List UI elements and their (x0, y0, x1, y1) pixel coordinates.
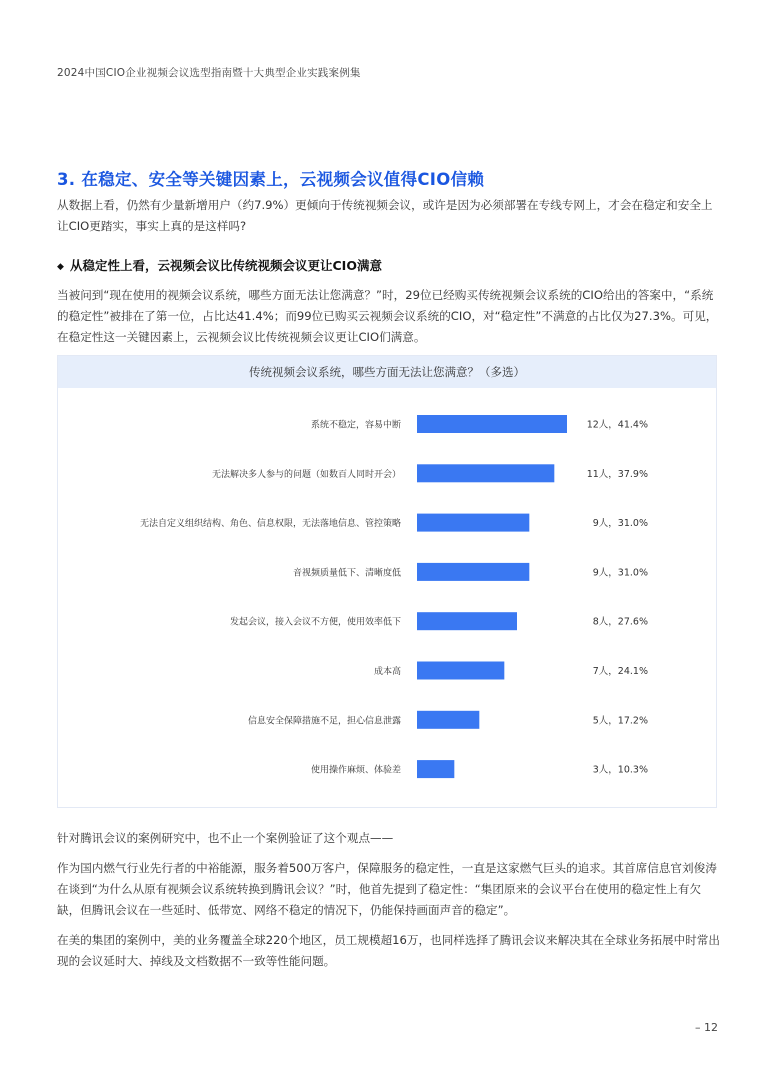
bar (417, 563, 529, 581)
data-label: 9人，31.0% (592, 518, 648, 530)
bar (417, 415, 567, 433)
section-heading: 3. 在稳定、安全等关键因素上，云视频会议值得CIO信赖 (57, 170, 485, 189)
category-label: 发起会议，接入会议不方便，使用效率低下 (229, 617, 401, 628)
category-label: 使用操作麻烦、体验差 (310, 765, 401, 776)
chart-plot-area (58, 388, 716, 807)
bar (417, 711, 479, 729)
bullet-heading-text: 从稳定性上看，云视频会议比传统视频会议更让CIO满意 (70, 258, 382, 273)
document-header-title: 2024中国CIO企业视频会议选型指南暨十大典型企业实践案例集 (57, 67, 361, 79)
data-label: 7人，24.1% (592, 666, 648, 677)
bar (417, 760, 454, 778)
survey-bar-chart (57, 355, 717, 808)
bar (417, 662, 504, 680)
data-label: 8人，27.6% (592, 616, 648, 628)
category-label: 无法解决多人参与的问题（如数百人同时开会） (211, 469, 401, 480)
bar (417, 612, 517, 630)
data-label: 5人，17.2% (592, 715, 648, 727)
case-midea-paragraph: 在美的集团的案例中，美的业务覆盖全球220个地区，员工规模超16万，也同样选择了腾讯会议来解决其在全球业务拓展中时常出现的会议延时大、掉线及文档数据不一致等性能问题。 (57, 933, 720, 968)
category-label: 无法自定义组织结构、角色、信息权限，无法落地信息、管控策略 (139, 519, 401, 530)
bar (417, 514, 529, 532)
survey-paragraph: 当被问到“现在使用的视频会议系统，哪些方面无法让您满意？”时，29位已经购买传统视频会议系统的CIO给出的答案中，“系统的稳定性”被排在了第一位，占比达41.4%；而99位已购买云视频会议系统的CIO，对“稳定性”不满意的占比仅为27.3%。可见，在稳定性这一关键因素上，云视频会议比传统视频会议更让CIO们满意。 (57, 288, 718, 344)
data-label: 12人，41.4% (586, 419, 648, 431)
category-label: 音视频质量低下、清晰度低 (292, 568, 401, 579)
data-label: 11人，37.9% (586, 468, 648, 480)
diamond-bullet-icon: ◆ (57, 262, 64, 272)
bullet-heading (57, 256, 382, 274)
intro-paragraph: 从数据上看，仍然有少量新增用户（约7.9%）更倾向于传统视频会议，或许是因为必须部署在专线专网上，才会在稳定和安全上让CIO更踏实，事实上真的是这样吗? (57, 198, 713, 233)
category-label: 系统不稳定，容易中断 (310, 420, 401, 431)
chart-title: 传统视频会议系统，哪些方面无法让您满意？（多选） (58, 356, 716, 388)
data-label: 3人，10.3% (592, 764, 648, 776)
data-label: 9人，31.0% (592, 567, 648, 579)
category-label: 成本高 (373, 667, 401, 677)
case-intro-paragraph: 针对腾讯会议的案例研究中，也不止一个案例验证了这个观点—— (57, 831, 394, 845)
bar (417, 464, 554, 482)
category-label: 信息安全保障措施不足，担心信息泄露 (247, 716, 401, 727)
page-number: – 12 (695, 1021, 718, 1034)
case-zhongyu-paragraph: 作为国内燃气行业先行者的中裕能源，服务着500万客户，保障服务的稳定性，一直是这家燃气巨头的追求。其首席信息官刘俊涛在谈到“为什么从原有视频会议系统转换到腾讯会议？”时，他首先提到了稳定性：“集团原来的会议平台在使用的稳定性上有欠缺，但腾讯会议在一些延时、低带宽、网络不稳定的情况下，仍能保持画面声音的稳定”。 (57, 861, 717, 917)
